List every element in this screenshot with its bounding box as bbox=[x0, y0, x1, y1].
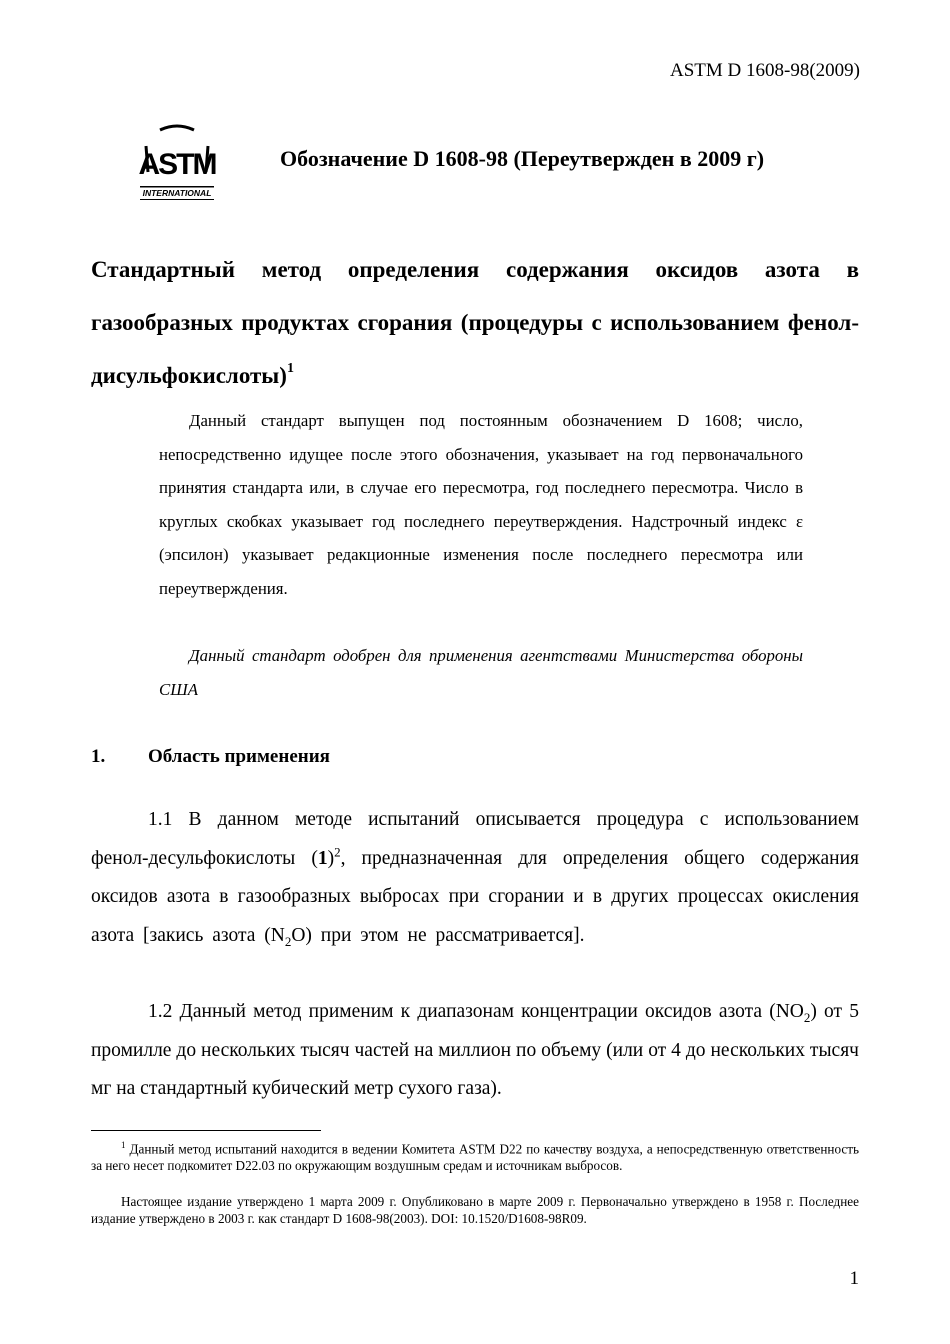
astm-logo bbox=[136, 124, 218, 202]
approval-note bbox=[159, 639, 803, 706]
designation: Обозначение D 1608-98 (Переутвержден в 2009 г) bbox=[280, 146, 765, 171]
page-number: 1 bbox=[849, 1268, 859, 1289]
footnote-1-continued: Настоящее издание утверждено 1 марта 2009 г. Опубликовано в марте 2009 г. Первоначально утверждено в 1958 г. Последнее издание утверждено в 2003 г. как стандарт D 1608-98(2003). DOI: 10.1520/D1608-98R09. bbox=[91, 1194, 859, 1226]
paragraph-1-2: 1.2 Данный метод применим к диапазонам концентрации оксидов азота $(NO_2)$ от 5 промилле до нескольких тысяч частей на миллион по объему (или от 4 до нескольких тысяч мг на стандартный кубический метр сухого газа). bbox=[91, 1001, 859, 1099]
logo-subtitle: INTERNATIONAL bbox=[142, 188, 212, 198]
designation-note bbox=[159, 404, 803, 605]
reference-number[interactable]: 1 bbox=[317, 847, 328, 869]
footnote-divider bbox=[91, 1130, 321, 1131]
footnote-1: $^1$ Данный метод испытаний находится в ведении Комитета ASTM D22 по качеству воздуха, а непосредственную ответственность за него несет подкомитет D22.03 по окружающим воздушным средам и источникам выбросов. bbox=[91, 1140, 859, 1173]
footnote-number: 1 bbox=[121, 1140, 126, 1150]
note-text: Данный стандарт одобрен для применения агентствами Министерства обороны США bbox=[159, 646, 803, 699]
title-footnote-ref[interactable]: 1 bbox=[286, 361, 294, 377]
note-text: Данный стандарт выпущен под постоянным обозначением D 1608; число, непосредственно идущее после этого обозначения, указывает на год первоначального принятия стандарта или, в случае его пересмотра, год последнего пересмотра. Число в круглых скобках указывает год последнего переутверждения. Надстрочный индекс ε (эпсилон) указывает редакционные изменения после последнего пересмотра или переутверждения. bbox=[159, 411, 803, 598]
logo-text: ASTM bbox=[138, 148, 216, 181]
footnote-ref[interactable]: 2 bbox=[334, 844, 341, 859]
paragraph-1-1: 1.1 В данном методе испытаний описывается процедура с использованием фенол-десульфокислоты $(1)^2$, предназначенная для определения общего содержания оксидов азота в газообразных выбросах при сгорании и в других процессах окисления азота [закись азота $(N_2O)$ при этом не рассматривается]. bbox=[91, 809, 859, 949]
title-text: Стандартный метод определения содержания оксидов азота в газообразных продуктах сгорания (процедуры с использованием фенол- дисульфокислоты) bbox=[91, 257, 859, 388]
section-title: Область применения bbox=[148, 746, 330, 767]
section-number: 1. bbox=[91, 746, 106, 767]
document-title bbox=[91, 243, 859, 402]
document-code: ASTM D 1608-98(2009) bbox=[670, 60, 860, 81]
